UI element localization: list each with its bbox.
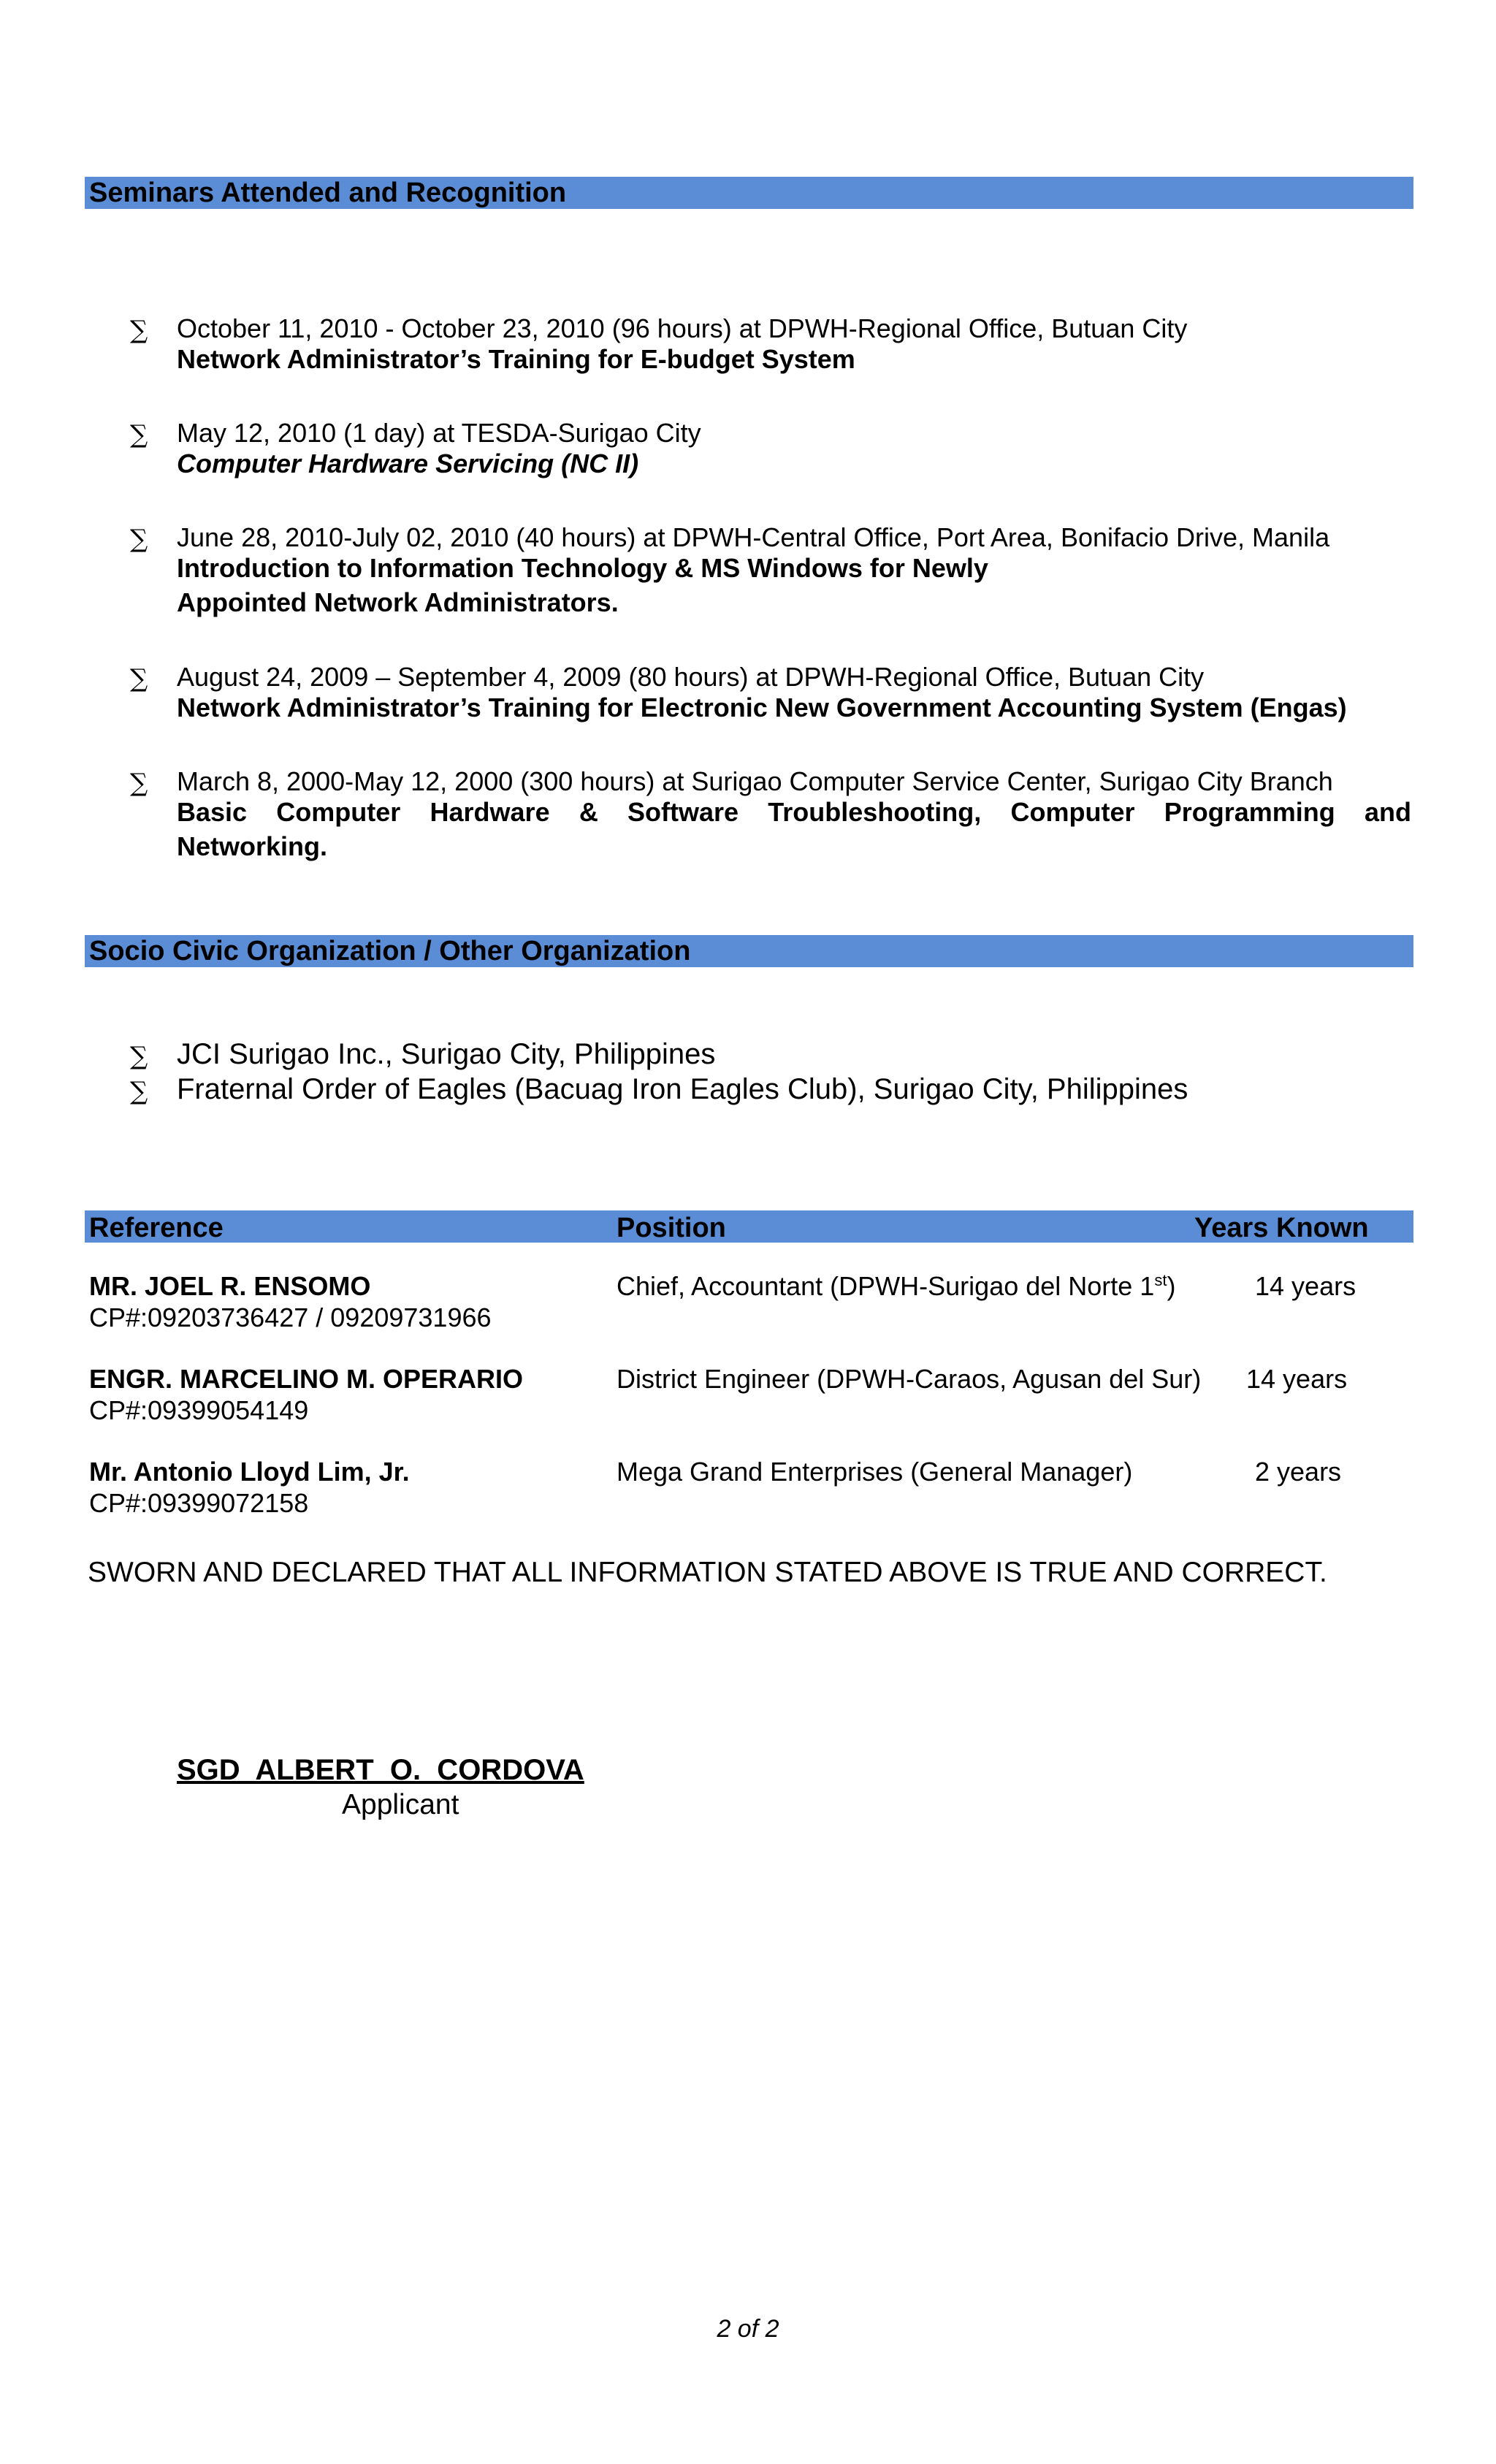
organization-item-2: Fraternal Order of Eagles (Bacuag Iron Eagles Club), Surigao City, Philippines bbox=[177, 1073, 1188, 1105]
seminars-section-title: Seminars Attended and Recognition bbox=[89, 178, 567, 208]
reference-column-header: Reference bbox=[89, 1213, 224, 1243]
position-superscript: st bbox=[1154, 1271, 1167, 1289]
organizations-section-title: Socio Civic Organization / Other Organization bbox=[89, 936, 691, 966]
organizations-section-header bbox=[85, 935, 1413, 967]
reference-3-position: Mega Grand Enterprises (General Manager) bbox=[617, 1457, 1133, 1487]
seminar-5-title-line2: Networking. bbox=[177, 831, 328, 861]
years-known-column-header: Years Known bbox=[1194, 1213, 1369, 1243]
seminar-1-title: Network Administrator’s Training for E-budget System bbox=[177, 344, 855, 374]
reference-1-phone: CP#:09203736427 / 09209731966 bbox=[89, 1302, 492, 1332]
seminar-5-title-line1 bbox=[177, 795, 1411, 830]
page-number: 2 of 2 bbox=[717, 2315, 779, 2343]
seminar-4-title: Network Administrator’s Training for Electronic New Government Accounting System (Engas) bbox=[177, 693, 1347, 722]
reference-2-position: District Engineer (DPWH-Caraos, Agusan del Sur) bbox=[617, 1364, 1202, 1394]
seminar-2-title: Computer Hardware Servicing (NC II) bbox=[177, 449, 639, 478]
reference-2-years: 14 years bbox=[1246, 1364, 1348, 1394]
bullet-icon: ∑ bbox=[130, 1042, 148, 1071]
position-text-end: ) bbox=[1167, 1271, 1176, 1301]
reference-1-years: 14 years bbox=[1255, 1271, 1356, 1301]
title-word: and bbox=[1364, 797, 1411, 827]
seminar-2-details: May 12, 2010 (1 day) at TESDA-Surigao City bbox=[177, 418, 701, 448]
title-word: Programming bbox=[1164, 797, 1335, 827]
reference-3-phone: CP#:09399072158 bbox=[89, 1488, 309, 1518]
reference-2-phone: CP#:09399054149 bbox=[89, 1395, 309, 1425]
seminar-3-title-line2: Appointed Network Administrators. bbox=[177, 587, 619, 617]
signature-role: Applicant bbox=[342, 1789, 459, 1820]
bullet-icon: ∑ bbox=[130, 768, 148, 798]
seminar-3-title-line1: Introduction to Information Technology & MS Windows for Newly bbox=[177, 553, 988, 583]
signature-name: SGD ALBERT O. CORDOVA bbox=[177, 1754, 584, 1786]
title-word: Basic bbox=[177, 797, 248, 827]
organization-item-1: JCI Surigao Inc., Surigao City, Philippines bbox=[177, 1038, 716, 1070]
seminars-section-header bbox=[85, 177, 1413, 209]
seminar-4-details: August 24, 2009 – September 4, 2009 (80 hours) at DPWH-Regional Office, Butuan City bbox=[177, 662, 1205, 692]
title-word: & bbox=[579, 797, 598, 827]
title-word: Computer bbox=[276, 797, 401, 827]
seminar-5-details: March 8, 2000-May 12, 2000 (300 hours) at Surigao Computer Service Center, Surigao City Branch bbox=[177, 766, 1333, 796]
bullet-icon: ∑ bbox=[130, 664, 148, 693]
bullet-icon: ∑ bbox=[130, 316, 148, 345]
reference-3-years: 2 years bbox=[1255, 1457, 1342, 1487]
bullet-icon: ∑ bbox=[130, 1077, 148, 1106]
reference-1-position bbox=[617, 1271, 1175, 1302]
title-word: Troubleshooting, bbox=[768, 797, 982, 827]
references-section-header bbox=[85, 1210, 1413, 1243]
seminar-3-details: June 28, 2010-July 02, 2010 (40 hours) at DPWH-Central Office, Port Area, Bonifacio Drive, Manila bbox=[177, 522, 1330, 552]
bullet-icon: ∑ bbox=[130, 525, 148, 554]
position-text: Chief, Accountant (DPWH-Surigao del Norte 1 bbox=[617, 1271, 1155, 1301]
reference-2-name: ENGR. MARCELINO M. OPERARIO bbox=[89, 1364, 524, 1394]
title-word: Computer bbox=[1010, 797, 1135, 827]
declaration-statement: SWORN AND DECLARED THAT ALL INFORMATION STATED ABOVE IS TRUE AND CORRECT. bbox=[88, 1557, 1327, 1588]
reference-1-name: MR. JOEL R. ENSOMO bbox=[89, 1271, 371, 1301]
title-word: Hardware bbox=[430, 797, 550, 827]
title-word: Software bbox=[627, 797, 739, 827]
bullet-icon: ∑ bbox=[130, 420, 148, 449]
position-column-header: Position bbox=[617, 1213, 726, 1243]
seminar-1-details: October 11, 2010 - October 23, 2010 (96 hours) at DPWH-Regional Office, Butuan City bbox=[177, 313, 1188, 343]
reference-3-name: Mr. Antonio Lloyd Lim, Jr. bbox=[89, 1457, 410, 1487]
